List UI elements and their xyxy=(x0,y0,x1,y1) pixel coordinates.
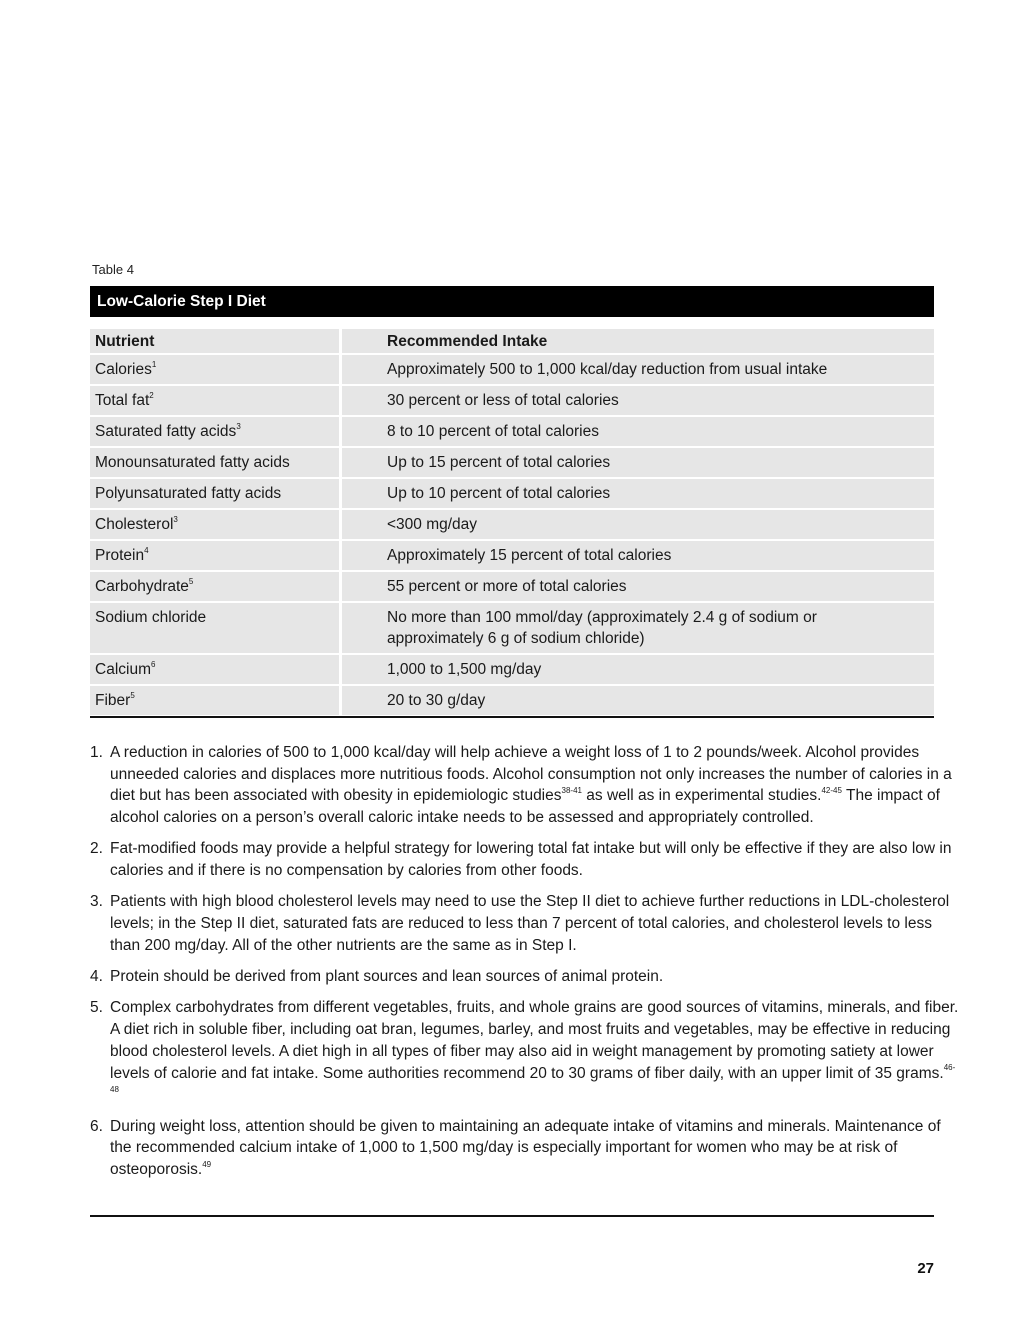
intake-cell: Approximately 15 percent of total calories xyxy=(342,541,934,570)
footnote-text xyxy=(110,840,951,879)
nutrient-name: Saturated fatty acids xyxy=(95,423,237,440)
footnote-number: 3. xyxy=(90,893,103,911)
nutrient-cell xyxy=(90,603,339,653)
table-bottom-rule xyxy=(90,716,934,718)
nutrient-name: Fiber xyxy=(95,692,131,709)
intake-cell: 1,000 to 1,500 mg/day xyxy=(342,655,934,684)
table-row xyxy=(90,417,934,446)
page-number: 27 xyxy=(917,1260,934,1277)
footnote-item xyxy=(90,891,960,956)
nutrient-cell xyxy=(90,510,339,539)
footnote-number: 1. xyxy=(90,744,103,761)
footnote-ref: 5 xyxy=(188,576,194,586)
nutrient-name: Calories xyxy=(95,361,152,378)
nutrient-cell xyxy=(90,686,339,715)
footnote-text-part: Patients with high blood cholesterol levels may need to use the Step II diet to achieve further reductions in LDL-cholesterol levels; in the Step II diet, saturated fats are reduced to less than 7 percent of total calories, and cholesterol levels to less than 200 mg/day. All of the other nutrients are the same as in Step I. xyxy=(110,893,950,954)
footnote-ref: 4 xyxy=(144,545,149,555)
table-label: Table 4 xyxy=(92,262,134,277)
footnote-ref: 5 xyxy=(130,690,135,700)
citation-ref: 46-48 xyxy=(110,1063,956,1095)
intake-cell: <300 mg/day xyxy=(342,510,934,539)
nutrient-cell xyxy=(90,417,339,446)
table-row xyxy=(90,655,934,684)
nutrient-name: Cholesterol xyxy=(95,516,174,533)
table-row xyxy=(90,510,934,539)
nutrient-cell xyxy=(90,655,339,684)
nutrient-name: Carbohydrate xyxy=(95,578,189,595)
citation-ref: 49 xyxy=(202,1159,212,1169)
nutrient-name: Total fat xyxy=(95,392,150,409)
footnote-text-part: The impact of alcohol calories on a person’s overall caloric intake needs to be assessed and appropriately controlled. xyxy=(110,787,940,827)
bottom-rule xyxy=(90,1215,934,1217)
footnote-ref: 1 xyxy=(151,359,157,369)
footnote-text-part: as well as in experimental studies. xyxy=(581,787,822,805)
table-row xyxy=(90,686,934,715)
intake-cell: 8 to 10 percent of total calories xyxy=(342,417,934,446)
footnote-item xyxy=(90,997,960,1106)
table-body xyxy=(90,355,934,715)
footnote-ref: 6 xyxy=(150,659,156,669)
footnote-text xyxy=(110,999,958,1103)
intake-cell: 20 to 30 g/day xyxy=(342,686,934,715)
intake-cell: 30 percent or less of total calories xyxy=(342,386,934,415)
footnote-item xyxy=(90,966,960,988)
intake-cell: Up to 15 percent of total calories xyxy=(342,448,934,477)
citation-ref: 42-45 xyxy=(821,786,842,796)
intake-cell: Up to 10 percent of total calories xyxy=(342,479,934,508)
header-nutrient: Nutrient xyxy=(90,329,339,353)
nutrient-cell xyxy=(90,572,339,601)
footnote-text-part: Fat-modified foods may provide a helpful strategy for lowering total fat intake but will only be effective if they are also low in calories and if there is no compensation by calories from other foods. xyxy=(110,840,952,880)
footnotes-list xyxy=(90,742,960,1190)
intake-cell: No more than 100 mmol/day (approximately 2.4 g of sodium or approximately 6 g of sodium chloride) xyxy=(342,603,934,653)
footnote-text xyxy=(110,1118,941,1178)
table-row xyxy=(90,448,934,477)
table-row xyxy=(90,603,934,653)
nutrient-table xyxy=(90,329,934,718)
footnote-text-part: During weight loss, attention should be given to maintaining an adequate intake of vitamins and minerals. Maintenance of the recommended calcium intake of 1,000 to 1,500 mg/day is especially important for women who may be at risk of osteoporosis. xyxy=(110,1117,941,1178)
footnote-item xyxy=(90,742,960,829)
intake-cell: 55 percent or more of total calories xyxy=(342,572,934,601)
table-title: Low-Calorie Step I Diet xyxy=(90,286,934,317)
footnote-text-part: Protein should be derived from plant sources and lean sources of animal protein. xyxy=(110,968,664,986)
table-row xyxy=(90,541,934,570)
header-recommended-intake: Recommended Intake xyxy=(342,329,934,353)
nutrient-cell xyxy=(90,448,339,477)
footnote-item xyxy=(90,1116,960,1181)
table-row xyxy=(90,479,934,508)
nutrient-cell xyxy=(90,541,339,570)
footnote-text-part: A reduction in calories of 500 to 1,000 kcal/day will help achieve a weight loss of 1 to 2 pounds/week. Alcohol provides unneeded calories and displaces more nutritious foods. Alcohol consumption not only increases the number of calories in a diet but has been associated with obesity in epidemiologic studies xyxy=(110,744,952,805)
footnote-text-part: Complex carbohydrates from different vegetables, fruits, and whole grains are good sources of vitamins, minerals, and fiber. A diet rich in soluble fiber, including oat bran, legumes, barley, and most fruits and vegetables, may be effective in reducing blood cholesterol levels. A diet high in all types of fiber may also aid in weight management by promoting satiety at lower levels of calorie and fat intake. Some authorities recommend 20 to 30 grams of fiber daily, with an upper limit of 35 grams. xyxy=(110,999,959,1082)
footnote-number: 6. xyxy=(90,1117,103,1135)
intake-cell: Approximately 500 to 1,000 kcal/day reduction from usual intake xyxy=(342,355,934,384)
nutrient-name: Monounsaturated fatty acids xyxy=(95,454,290,471)
citation-ref: 38-41 xyxy=(561,786,582,796)
footnote-ref: 2 xyxy=(149,390,154,400)
footnote-text xyxy=(110,893,949,953)
nutrient-cell xyxy=(90,479,339,508)
nutrient-name: Protein xyxy=(95,547,145,564)
nutrient-name: Sodium chloride xyxy=(95,609,207,626)
footnote-ref: 3 xyxy=(236,421,241,431)
nutrient-cell xyxy=(90,386,339,415)
footnote-ref: 3 xyxy=(173,514,178,524)
footnote-text xyxy=(110,968,663,985)
nutrient-name: Polyunsaturated fatty acids xyxy=(95,485,282,502)
nutrient-name: Calcium xyxy=(95,661,151,678)
nutrient-cell xyxy=(90,355,339,384)
footnote-number: 4. xyxy=(90,968,103,986)
table-row xyxy=(90,355,934,384)
footnote-number: 5. xyxy=(90,999,103,1017)
footnote-item xyxy=(90,838,960,881)
table-row xyxy=(90,572,934,601)
table-row xyxy=(90,386,934,415)
footnote-text xyxy=(110,744,952,826)
table-header-row xyxy=(90,329,934,353)
footnote-number: 2. xyxy=(90,840,103,858)
